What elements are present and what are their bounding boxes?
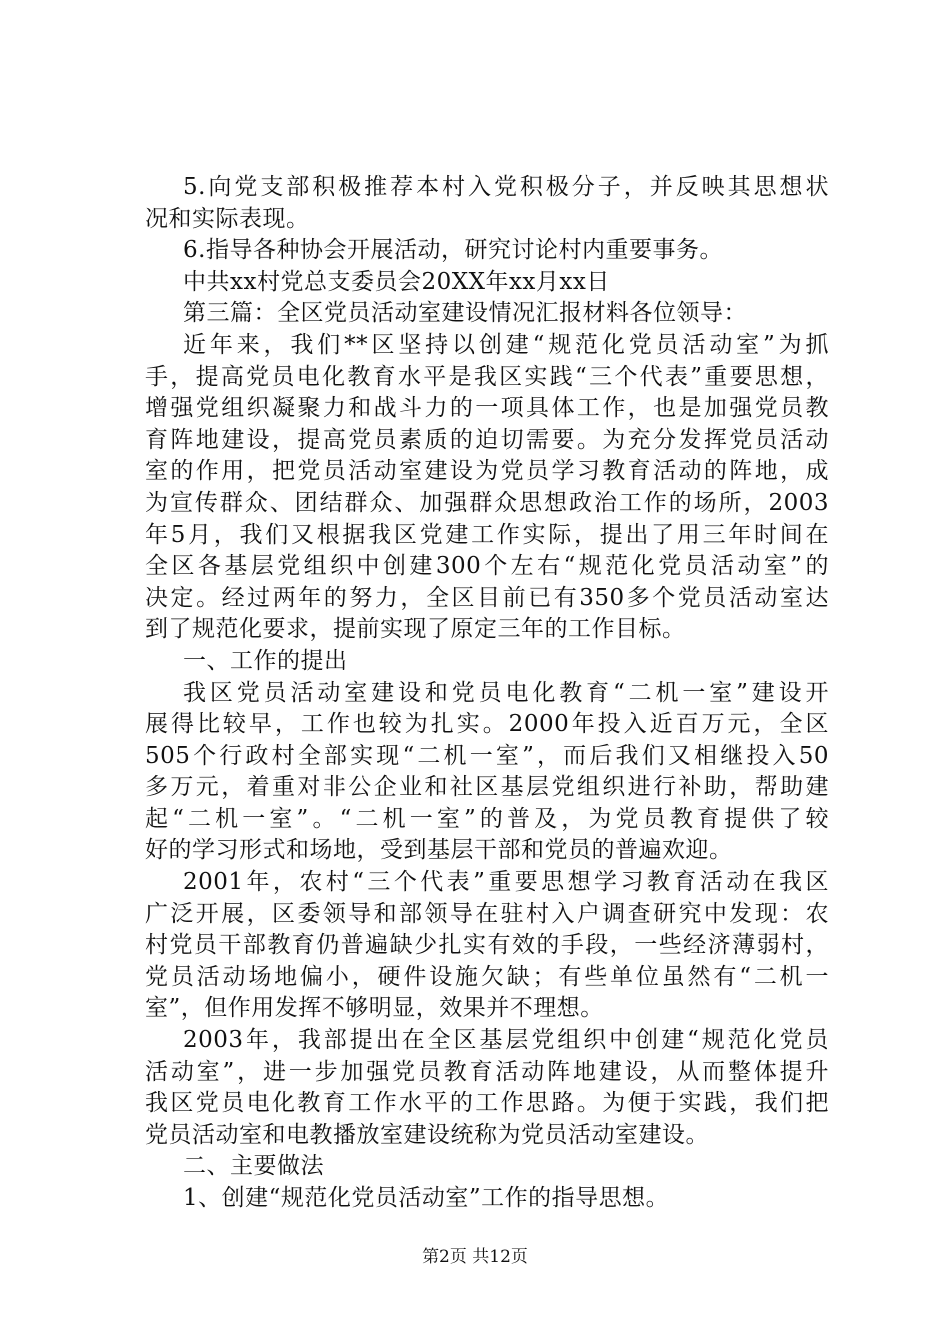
text-line: 第三篇：全区党员活动室建设情况汇报材料各位领导： xyxy=(183,300,747,327)
text-line: 中共xx村党总支委员会20XX年xx月xx日 xyxy=(183,268,610,295)
text-line: 2003年，我部提出在全区基层党组织中创建“规范化党员 xyxy=(183,1027,829,1054)
text-line: 到了规范化要求，提前实现了原定三年的工作目标。 xyxy=(145,616,686,643)
text-line: 村党员干部教育仍普遍缺少扎实有效的手段，一些经济薄弱村， xyxy=(145,932,829,959)
text-line: 1、创建“规范化党员活动室”工作的指导思想。 xyxy=(183,1185,670,1211)
text-line: 我区党员活动室建设和党员电化教育“二机一室”建设开 xyxy=(183,679,829,706)
text-line: 505个行政村全部实现“二机一室”，而后我们又相继投入50 xyxy=(145,742,829,769)
text-line: 况和实际表现。 xyxy=(145,205,310,232)
document-body xyxy=(145,172,829,1215)
text-line: 二、主要做法 xyxy=(183,1153,324,1180)
text-line: 育阵地建设，提高党员素质的迫切需要。为充分发挥党员活动 xyxy=(145,426,829,453)
text-line: 2001年，农村“三个代表”重要思想学习教育活动在我区 xyxy=(183,869,829,896)
text-line: 一、工作的提出 xyxy=(183,647,348,674)
text-line: 决定。经过两年的努力，全区目前已有350多个党员活动室达 xyxy=(145,584,829,611)
text-line: 6.指导各种协会开展活动，研究讨论村内重要事务。 xyxy=(183,237,723,264)
text-line: 室”，但作用发挥不够明显，效果并不理想。 xyxy=(145,995,604,1022)
text-line: 5.向党支部积极推荐本村入党积极分子，并反映其思想状 xyxy=(183,174,829,200)
text-line: 党员活动场地偏小，硬件设施欠缺；有些单位虽然有“二机一 xyxy=(145,963,829,990)
text-line: 近年来，我们**区坚持以创建“规范化党员活动室”为抓 xyxy=(183,331,829,358)
text-line: 党员活动室和电教播放室建设统称为党员活动室建设。 xyxy=(145,1121,709,1148)
text-line: 手，提高党员电化教育水平是我区实践“三个代表”重要思想， xyxy=(145,363,829,390)
text-line: 为宣传群众、团结群众、加强群众思想政治工作的场所，2003 xyxy=(145,489,829,516)
text-line: 增强党组织凝聚力和战斗力的一项具体工作，也是加强党员教 xyxy=(145,395,829,422)
text-line: 展得比较早，工作也较为扎实。2000年投入近百万元，全区 xyxy=(145,711,829,738)
text-line: 好的学习形式和场地，受到基层干部和党员的普遍欢迎。 xyxy=(145,837,733,864)
page-footer: 第2页 共12页 xyxy=(422,1247,528,1267)
text-line: 年5月，我们又根据我区党建工作实际，提出了用三年时间在 xyxy=(145,521,829,548)
text-line: 我区党员电化教育工作水平的工作思路。为便于实践，我们把 xyxy=(145,1090,829,1117)
text-line: 活动室”，进一步加强党员教育活动阵地建设，从而整体提升 xyxy=(145,1058,829,1085)
text-line: 全区各基层党组织中创建300个左右“规范化党员活动室”的 xyxy=(145,553,829,580)
text-line: 多万元，着重对非公企业和社区基层党组织进行补助，帮助建 xyxy=(145,774,829,801)
text-line: 室的作用，把党员活动室建设为党员学习教育活动的阵地，成 xyxy=(145,458,829,485)
text-line: 广泛开展，区委领导和部领导在驻村入户调查研究中发现：农 xyxy=(145,900,829,927)
text-line: 起“二机一室”。“二机一室”的普及，为党员教育提供了较 xyxy=(145,805,829,832)
